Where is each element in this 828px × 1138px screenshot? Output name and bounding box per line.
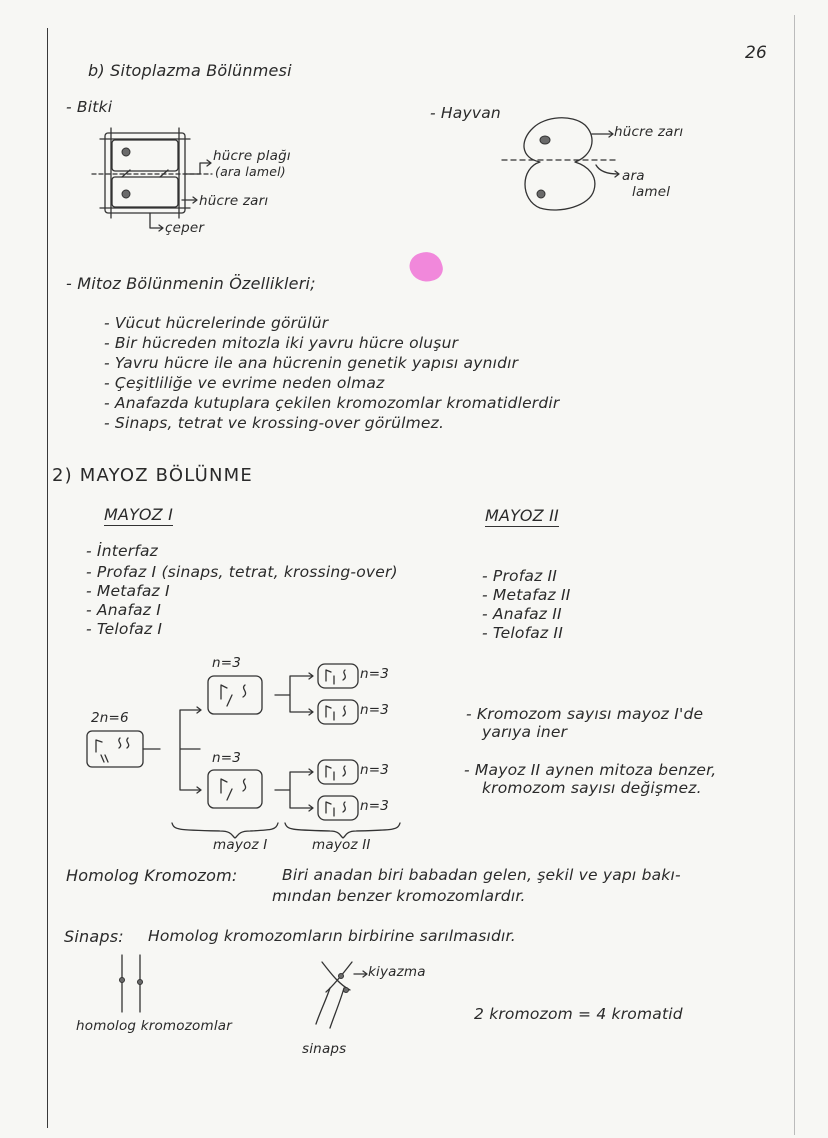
meiosis-2-item: - Metafaz II <box>482 586 571 604</box>
brace-label-mayoz-1: mayoz I <box>213 837 268 853</box>
animal-membrane-label: hücre zarı <box>614 124 684 140</box>
meiosis-note: - Kromozom sayısı mayoz I'de <box>466 705 704 723</box>
meiosis-1-bottom-label: n=3 <box>212 750 242 766</box>
meiosis-1-top-label: n=3 <box>212 655 242 671</box>
meiosis-2-item: - Telofaz II <box>482 624 563 642</box>
meiosis-1-item: - Metafaz I <box>86 582 170 600</box>
mitosis-item: - Bir hücreden mitozla iki yavru hücre oluşur <box>104 334 459 352</box>
meiosis-note: - Mayoz II aynen mitoza benzer, <box>464 761 717 779</box>
sinaps-label: sinaps <box>302 1041 347 1057</box>
mitosis-item: - Vücut hücrelerinde görülür <box>104 314 329 332</box>
parent-cell-label: 2n=6 <box>91 710 129 726</box>
homolog-definition-line-1: Biri anadan biri babadan gelen, şekil ve yapı bakı- <box>282 866 681 884</box>
meiosis-1-item: - Profaz I (sinaps, tetrat, krossing-over) <box>86 563 398 581</box>
meiosis-2-leaf-label: n=3 <box>360 798 390 814</box>
kiyazma-label: kiyazma <box>368 964 426 980</box>
meiosis-1-title: MAYOZ I <box>104 505 174 524</box>
plant-label: - Bitki <box>66 98 113 116</box>
mitosis-item: - Yavru hücre ile ana hücrenin genetik yapısı aynıdır <box>104 354 519 372</box>
animal-lamel-label-2: lamel <box>632 184 671 200</box>
homolog-definition-line-2: mından benzer kromozomlardır. <box>272 887 526 905</box>
mitosis-item: - Sinaps, tetrat ve krossing-over görülmez. <box>104 414 445 432</box>
homolog-title: Homolog Kromozom: <box>66 866 238 885</box>
plant-cell-plate-label: hücre plağı <box>213 148 291 164</box>
meiosis-heading: 2) MAYOZ BÖLÜNME <box>52 465 253 486</box>
plant-wall-label: çeper <box>165 220 205 236</box>
meiosis-2-leaf-label: n=3 <box>360 702 390 718</box>
sinaps-definition: Homolog kromozomların birbirine sarılmasıdır. <box>148 927 516 945</box>
homolog-chromosomes-label: homolog kromozomlar <box>76 1018 233 1034</box>
mitosis-heading: - Mitoz Bölünmenin Özellikleri; <box>66 274 316 293</box>
meiosis-1-item: - Anafaz I <box>86 601 162 619</box>
plant-cell-plate-note: (ara lamel) <box>215 164 286 179</box>
meiosis-2-leaf-label: n=3 <box>360 762 390 778</box>
animal-label: - Hayvan <box>430 104 501 122</box>
meiosis-2-item: - Profaz II <box>482 567 558 585</box>
page-number: 26 <box>745 43 768 63</box>
meiosis-2-item: - Anafaz II <box>482 605 562 623</box>
meiosis-note: yarıya iner <box>482 723 568 741</box>
sinaps-title: Sinaps: <box>64 927 124 946</box>
mitosis-item: - Çeşitliliğe ve evrime neden olmaz <box>104 374 385 392</box>
animal-lamel-label-1: ara <box>622 168 645 184</box>
plant-membrane-label: hücre zarı <box>199 193 269 209</box>
brace-label-mayoz-2: mayoz II <box>312 837 371 853</box>
cytoplasm-heading: b) Sitoplazma Bölünmesi <box>88 61 292 80</box>
meiosis-1-item: - İnterfaz <box>86 542 158 560</box>
meiosis-2-leaf-label: n=3 <box>360 666 390 682</box>
chromatid-formula: 2 kromozom = 4 kromatid <box>474 1005 683 1023</box>
meiosis-1-item: - Telofaz I <box>86 620 163 638</box>
meiosis-note: kromozom sayısı değişmez. <box>482 779 702 797</box>
mitosis-item: - Anafazda kutuplara çekilen kromozomlar kromatidlerdir <box>104 394 560 412</box>
meiosis-2-title: MAYOZ II <box>485 506 559 525</box>
